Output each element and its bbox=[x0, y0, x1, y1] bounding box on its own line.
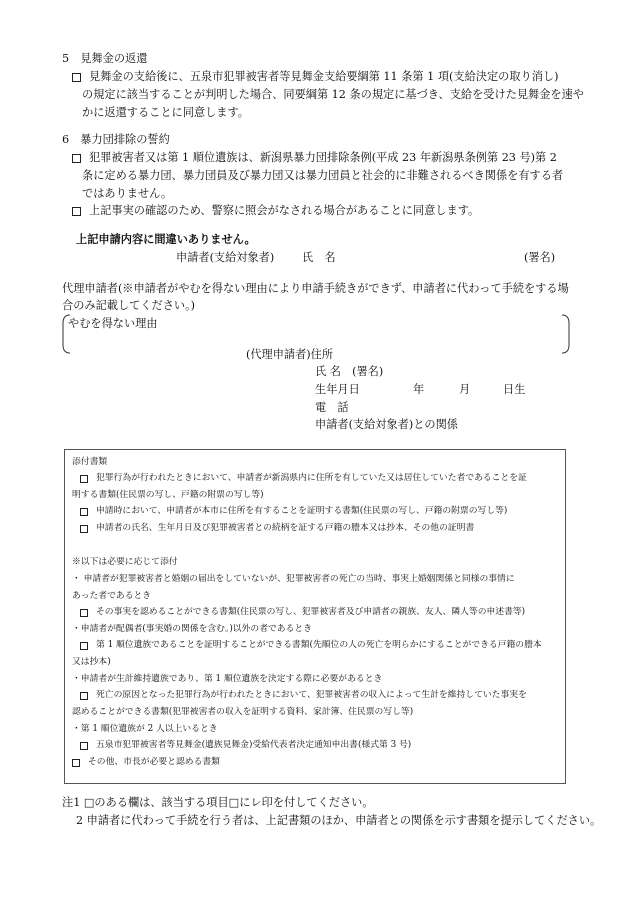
applicant-sign: (署名) bbox=[524, 251, 556, 264]
reason-input-area[interactable] bbox=[180, 317, 550, 349]
sec5-line-1: 見舞金の支給後に、五泉市犯罪被害者等見舞金支給要綱第 11 条第 1 項(支給決定の取り消し) bbox=[89, 70, 559, 83]
sec5-line-2: の規定に該当することが判明した場合、同要綱第 12 条の規定に基づき、支給を受けた見舞金を速や bbox=[82, 88, 584, 101]
note-1: 注1 □のある欄は、該当する項目□にレ印を付してください。 bbox=[62, 796, 374, 809]
condition-3-item-line-1: 死亡の原因となった犯罪行為が行われたときにおいて、犯罪被害者の収入によって生計を維持していた事実を bbox=[96, 690, 527, 700]
proxy-intro-line-1: 代理申請者(※申請者がやむを得ない理由により申請手続きができず、申請者に代わって手続をする場 bbox=[62, 282, 569, 295]
proxy-name-label: 氏 名 (署名) bbox=[315, 365, 384, 378]
condition-2-checkbox[interactable] bbox=[80, 642, 88, 650]
condition-3-item-line-2: 認めることができる書類(犯罪被害者の収入を証明する資料、家計簿、住民票の写し等) bbox=[72, 707, 414, 717]
condition-1-line-2: あった者であるとき bbox=[72, 591, 152, 601]
attachment-2-checkbox[interactable] bbox=[80, 508, 88, 516]
attachment-3-checkbox[interactable] bbox=[80, 525, 88, 533]
consent-refund-checkbox[interactable] bbox=[72, 73, 81, 82]
sec6-item2: 上記事実の確認のため、警察に照会がなされる場合があることに同意します。 bbox=[89, 204, 480, 217]
birth-year-label: 年 bbox=[413, 383, 425, 396]
condition-2-item-line-1: 第 1 順位遺族であることを証明することができる書類(先順位の人の死亡を明らかにすることができる戸籍の謄本 bbox=[96, 640, 542, 650]
birth-day-label: 日生 bbox=[503, 383, 526, 396]
optional-note: ※以下は必要に応じて添付 bbox=[72, 557, 178, 567]
condition-4: ・第 1 順位遺族が 2 人以上いるとき bbox=[72, 724, 218, 734]
attachment-2-line-1: 申請時において、申請者が本市に住所を有することを証明する書類(住民票の写し、戸籍の附票の写し等) bbox=[96, 506, 508, 516]
attachments-heading: 添付書類 bbox=[72, 457, 108, 467]
attachment-1-line-2: 明する書類(住民票の写し、戸籍の附票の写し等) bbox=[72, 490, 264, 500]
sec6-item1-line-1: 犯罪被害者又は第 1 順位遺族は、新潟県暴力団排除条例(平成 23 年新潟県条例第 23 号)第 2 bbox=[89, 151, 557, 164]
applicant-label: 申請者(支給対象者) bbox=[176, 251, 275, 264]
reason-label: やむを得ない理由 bbox=[68, 317, 158, 330]
condition-4-checkbox[interactable] bbox=[80, 742, 88, 750]
other-checkbox[interactable] bbox=[72, 759, 80, 767]
other-item: その他、市長が必要と認める書類 bbox=[88, 757, 220, 767]
proxy-phone-label: 電 話 bbox=[315, 401, 349, 414]
proxy-relation-label: 申請者(支給対象者)との関係 bbox=[315, 418, 458, 431]
section-5-title: 5 見舞金の返還 bbox=[62, 52, 148, 65]
applicant-name-label: 氏 名 bbox=[302, 251, 336, 264]
declaration-text: 上記申請内容に間違いありません。 bbox=[76, 232, 256, 246]
condition-2-item-line-2: 又は抄本) bbox=[72, 657, 111, 667]
sec5-line-3: かに返還することに同意します。 bbox=[82, 106, 249, 119]
proxy-intro-line-2: 合のみ記載してください。) bbox=[62, 299, 196, 312]
note-2: 2 申請者に代わって手続を行う者は、上記書類のほか、申請者との関係を示す書類を提示してください。 bbox=[76, 814, 602, 827]
condition-1-checkbox[interactable] bbox=[80, 609, 88, 617]
birth-month-label: 月 bbox=[459, 383, 471, 396]
condition-3: ・申請者が生計維持遺族であり、第 1 順位遺族を決定する際に必要があるとき bbox=[72, 674, 383, 684]
sec6-item1-line-3: ではありません。 bbox=[82, 187, 173, 200]
proxy-address-label: (代理申請者)住所 bbox=[246, 348, 334, 361]
pledge-checkbox[interactable] bbox=[72, 154, 81, 163]
sec6-item1-line-2: 条に定める暴力団、暴力団員及び暴力団又は暴力団員と社会的に非難されるべき関係を有する者 bbox=[82, 169, 564, 182]
attachment-3-line-1: 申請者の氏名、生年月日及び犯罪被害者との続柄を証する戸籍の謄本又は抄本、その他の証明書 bbox=[96, 523, 475, 533]
condition-2: ・申請者が配偶者(事実婚の関係を含む。)以外の者であるとき bbox=[72, 624, 312, 634]
condition-1-line-1: ・ 申請者が犯罪被害者と婚姻の届出をしていないが、犯罪被害者の死亡の当時、事実上婚姻関係と同様の事情に bbox=[72, 574, 515, 584]
section-6-title: 6 暴力団排除の誓約 bbox=[62, 133, 170, 146]
attachment-1-line-1: 犯罪行為が行われたときにおいて、申請者が新潟県内に住所を有していた又は居住していた者であることを証 bbox=[96, 473, 527, 483]
police-inquiry-checkbox[interactable] bbox=[72, 207, 81, 216]
condition-3-checkbox[interactable] bbox=[80, 692, 88, 700]
proxy-birth-label: 生年月日 bbox=[315, 383, 360, 396]
condition-1-item: その事実を認めることができる書類(住民票の写し、犯罪被害者及び申請者の親族、友人、隣人等の申述書等) bbox=[96, 607, 526, 617]
attachment-1-checkbox[interactable] bbox=[80, 475, 88, 483]
condition-4-item: 五泉市犯罪被害者等見舞金(遺族見舞金)受給代表者決定通知申出書(様式第 3 号) bbox=[96, 740, 412, 750]
